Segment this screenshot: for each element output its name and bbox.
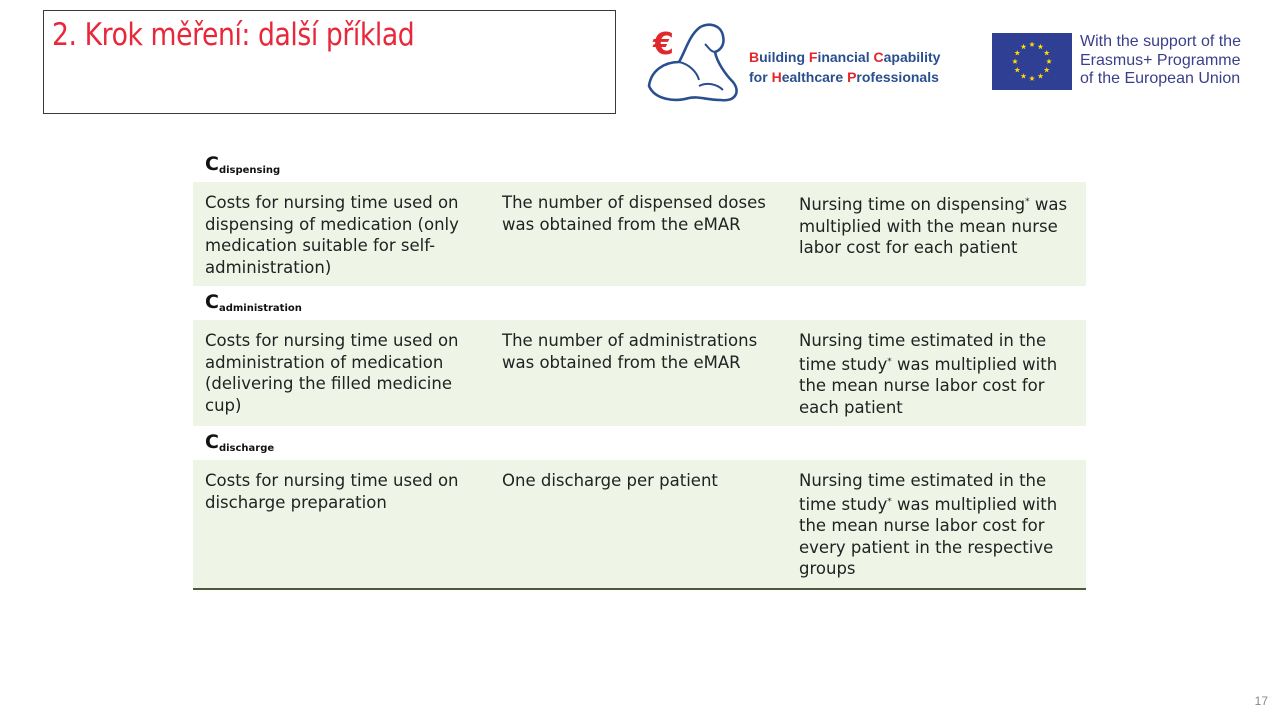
table-row [193,460,1086,590]
eu-star-icon [1029,42,1035,47]
bfc-text-part: apability [883,49,941,65]
section-head-administration [193,286,1086,320]
cost-description: Costs for nursing time used on discharge preparation [205,471,459,512]
eu-star-icon [1021,73,1027,78]
eu-support-text [1080,33,1241,89]
cost-symbol: $C_{administration}$ [205,291,302,314]
cost-symbol: $C_{discharge}$ [205,431,275,454]
section-head-dispensing [193,148,1086,182]
bfc-text-part: ealthcare [781,69,848,85]
slide-title: 2. Krok měření: další příklad [52,17,415,53]
eu-star-icon [1046,59,1052,64]
cost-description: Costs for nursing time used on dispensing of medication (only medication suitable for self-administration) [205,193,459,277]
bfc-text-part: F [808,49,818,65]
bfc-text-part: uilding [759,49,809,65]
bfc-text-part: rofessionals [856,69,939,85]
bfc-text-part: H [771,69,782,85]
calculation-method: Nursing time on dispensing* was multiplied with the mean nurse labor cost for each patient [799,195,1068,257]
table-row [193,320,1086,426]
bfc-text-part: inancial [817,49,874,65]
cost-description: Costs for nursing time used on administration of medication (delivering the filled medicine cup) [205,331,459,415]
bfc-logo [645,22,955,104]
eu-star-icon [1038,44,1044,49]
eu-text-line-3: of the European Union [1080,70,1241,87]
cost-symbol: $C_{dispensing}$ [205,153,281,176]
section-head-discharge [193,426,1086,460]
bfc-text-part: for [749,69,772,85]
bfc-text-part: B [749,49,760,65]
eu-star-icon [1014,50,1020,55]
bfc-title-line-1 [749,49,940,65]
quantity-source: The number of dispensed doses was obtained from the eMAR [502,193,766,234]
quantity-source: The number of administrations was obtained from the eMAR [502,331,758,372]
cost-table [193,148,1086,590]
calculation-method: Nursing time estimated in the time study* was multiplied with the mean nurse labor cost for each patient [799,331,1058,417]
eu-star-icon [1021,44,1027,49]
eu-star-icon [1044,50,1050,55]
quantity-source: One discharge per patient [502,471,718,490]
eu-star-icon [1012,59,1018,64]
eu-star-icon [1029,76,1035,81]
eu-star-icon [1014,67,1020,72]
bfc-text-part: C [873,49,884,65]
bfc-title-line-2 [749,69,939,85]
eu-text-line-2: Erasmus+ Programme [1080,51,1241,69]
euro-symbol: € [653,27,674,62]
eu-flag-icon [992,33,1072,90]
eu-text-line-1: With the support of the [1080,33,1241,50]
title-box [43,10,616,114]
flexed-arm-icon [645,22,745,104]
calculation-method: Nursing time estimated in the time study* was multiplied with the mean nurse labor cost for every patient in the respective groups [799,471,1058,578]
page-number: 17 [1254,694,1268,708]
eu-star-icon [1044,67,1050,72]
eu-star-icon [1038,73,1044,78]
table-row [193,182,1086,286]
bfc-text-part: P [847,69,857,85]
